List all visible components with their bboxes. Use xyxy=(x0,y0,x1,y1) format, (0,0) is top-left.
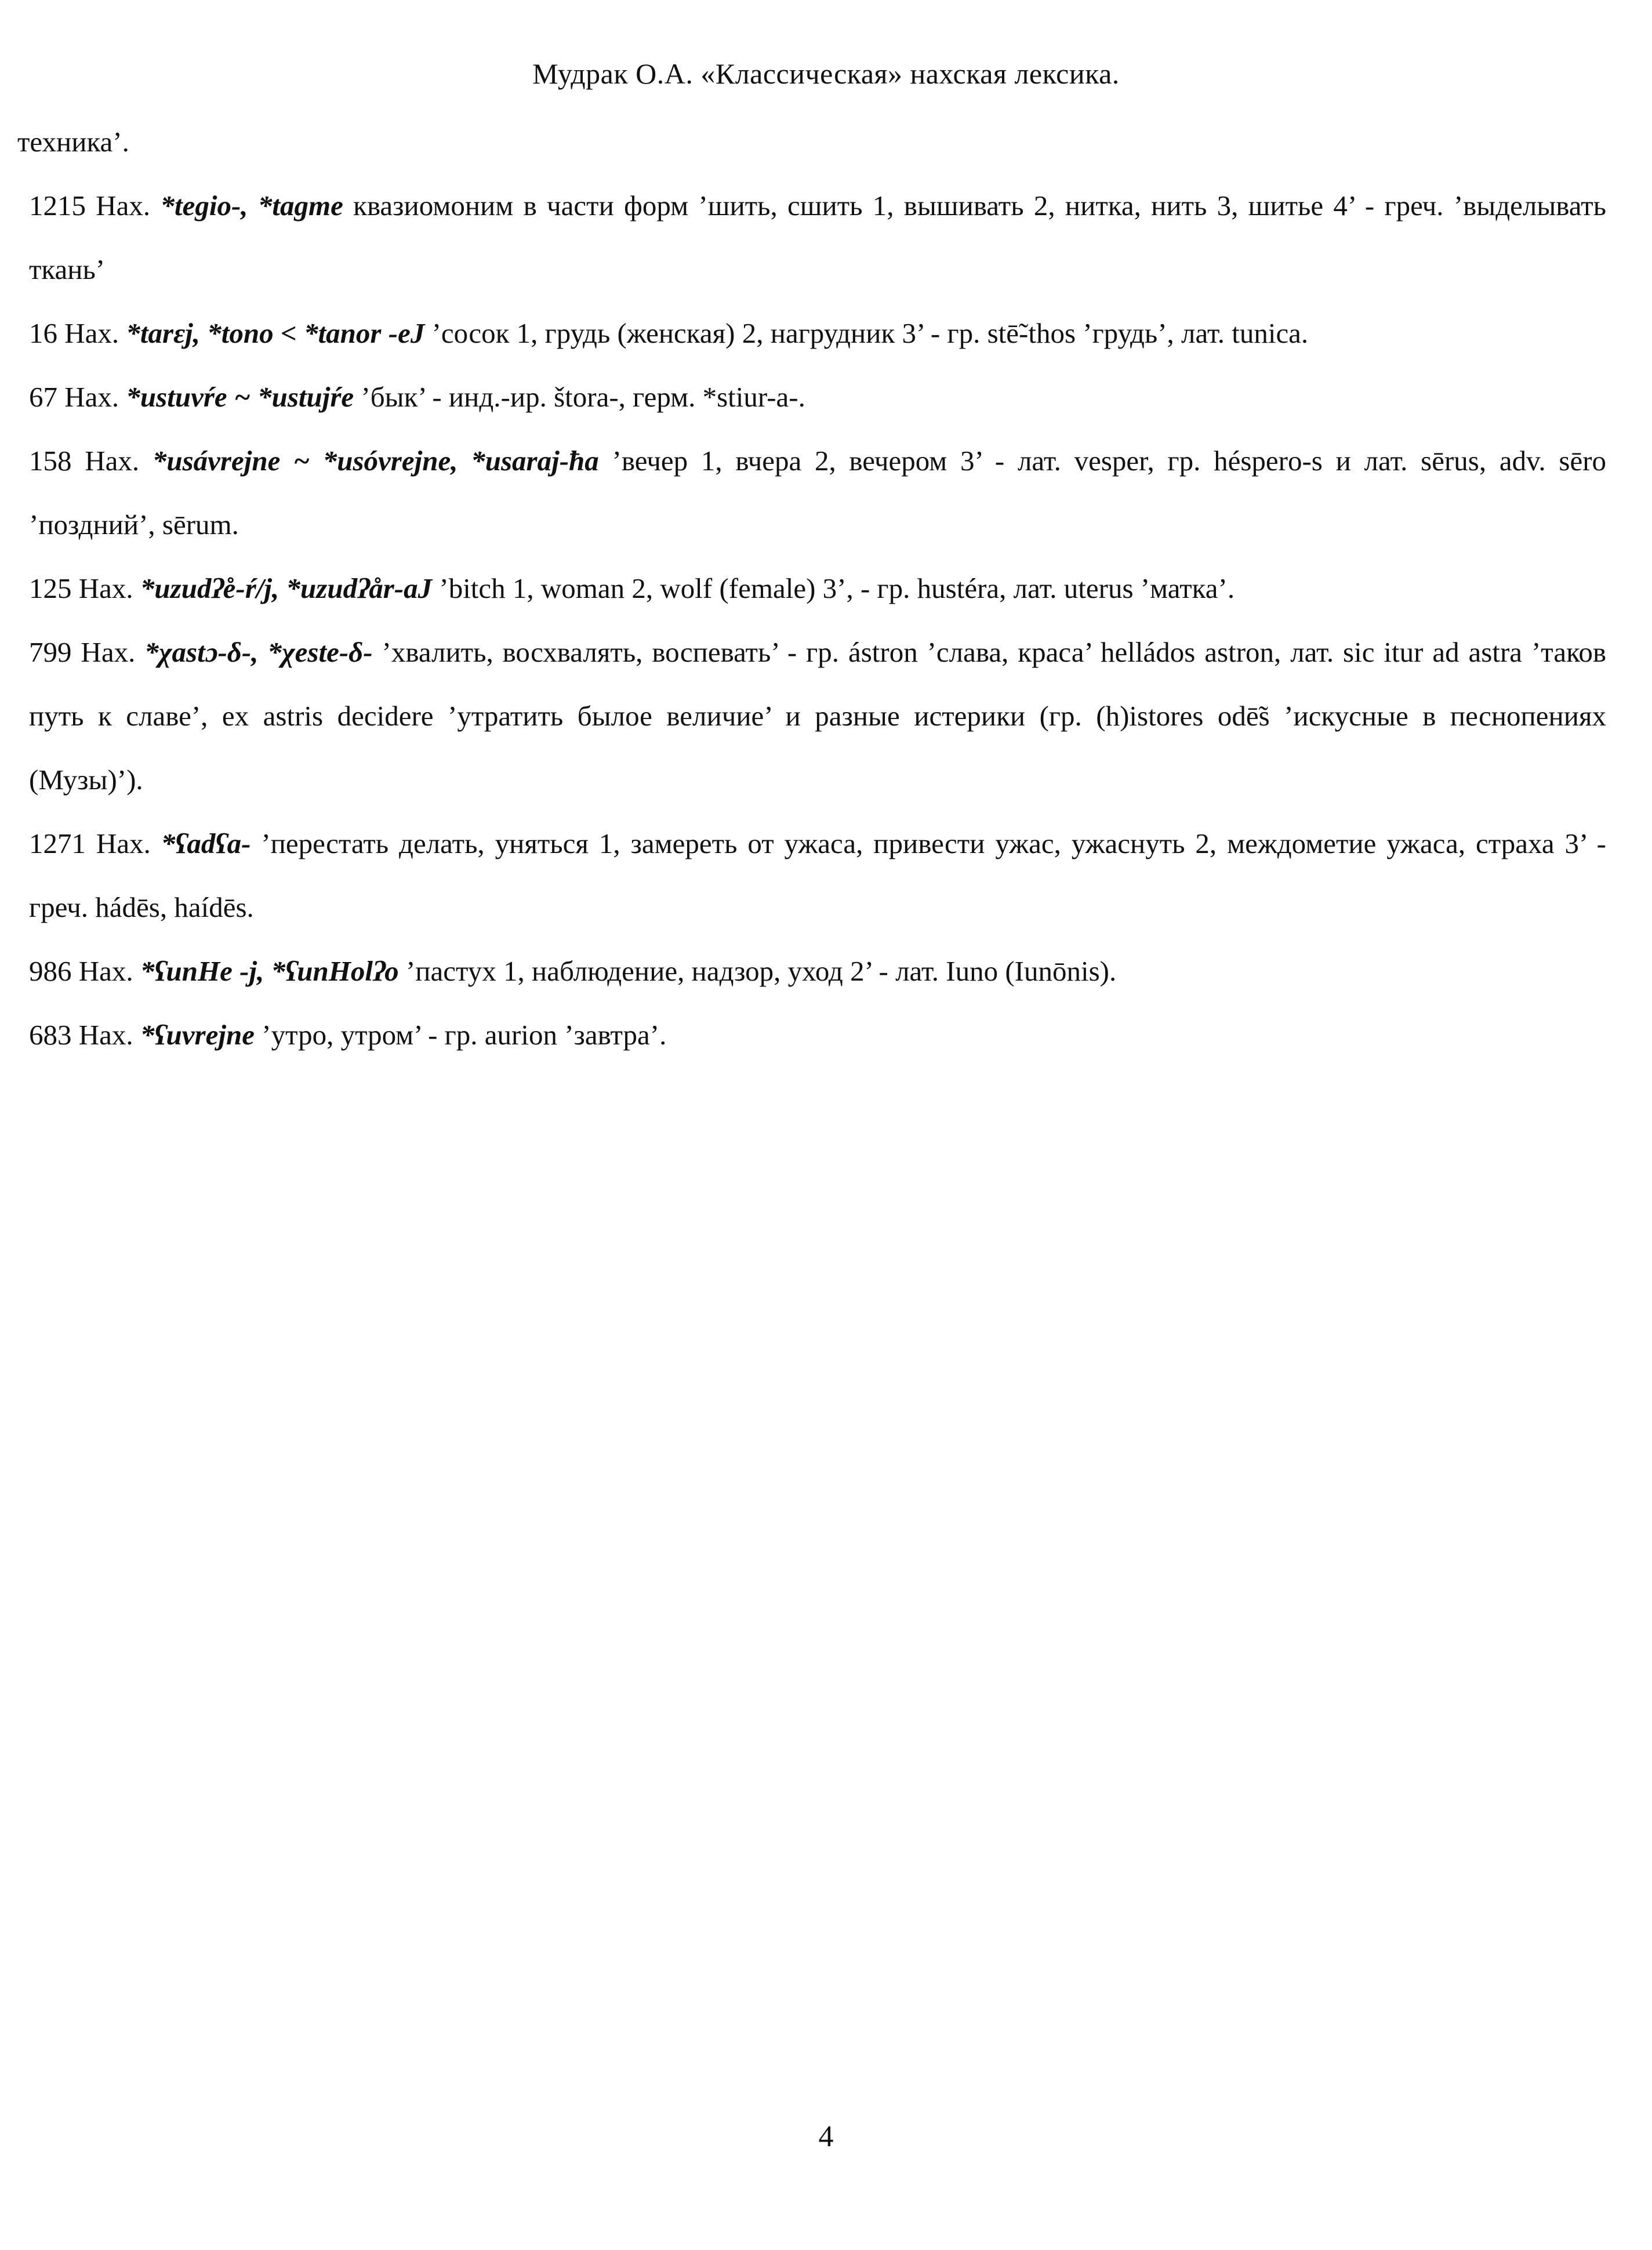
page-header xyxy=(0,57,1652,90)
header-title: Мудрак О.А. «Классическая» нахская лексика. xyxy=(532,57,1120,90)
entry-number: 1215 Нах. xyxy=(29,190,151,222)
entry-headword: *usávrejne ~ *usóvrejne, *usaraj-ħa xyxy=(152,445,599,477)
entry-gloss: ’bitch 1, woman 2, wolf (female) 3’, - гр. hustéra, лат. uterus ’матка’. xyxy=(439,572,1235,604)
entry-gloss: техника’. xyxy=(17,126,129,158)
entry-gloss: ’утро, утром’ - гр. aurion ’завтра’. xyxy=(262,1019,667,1051)
entry-67 xyxy=(17,365,1606,429)
entry-799 xyxy=(17,620,1606,812)
page-number xyxy=(0,2120,1652,2154)
entry-125 xyxy=(17,557,1606,620)
entry-headword: *ʕadʕa- xyxy=(161,828,251,859)
entry-headword: *tarεj, *tono < *tanor -eJ xyxy=(126,317,425,349)
entry-number: 683 Нах. xyxy=(29,1019,133,1051)
entry-gloss: ’перестать делать, уняться 1, замереть от ужаса, привести ужас, ужаснуть 2, междометие ужаса, страха 3’ - греч. hádēs, haídēs. xyxy=(29,828,1606,923)
entry-number: 986 Нах. xyxy=(29,955,133,987)
entry-number: 1271 Нах. xyxy=(29,828,151,859)
entry-headword: *ʕunHe -j, *ʕunHolʔo xyxy=(140,955,399,987)
entry-headword: *uzudʔe̊-ŕ/j, *uzudʔår-aJ xyxy=(140,572,433,604)
entry-16 xyxy=(17,302,1606,365)
entry-gloss: ’сосок 1, грудь (женская) 2, нагрудник 3’ - гр. stē̃-thos ’грудь’, лат. tunica. xyxy=(431,317,1309,349)
entry-continuation xyxy=(17,110,1606,174)
entry-number: 158 Нах. xyxy=(29,445,140,477)
entry-1271 xyxy=(17,812,1606,939)
entry-headword: *ustuvŕe ~ *ustujŕe xyxy=(126,381,354,413)
entry-986 xyxy=(17,939,1606,1003)
entry-158 xyxy=(17,429,1606,557)
document-body xyxy=(17,110,1606,1067)
entry-1215 xyxy=(17,174,1606,302)
entry-headword: *tegio-, *tagme xyxy=(160,190,343,222)
entry-headword: *χastɔ-δ-, *χeste-δ- xyxy=(144,636,373,668)
page-number-value: 4 xyxy=(818,2120,834,2153)
entry-number: 67 Нах. xyxy=(29,381,119,413)
entry-gloss: ’хвалить, восхвалять, воспевать’ - гр. ástron ’слава, краса’ helládos astron, лат. sic itur ad astra ’таков путь к славе’, ex astris decidere ’утратить былое величие’ и разные истерики (гр. (h)istores odē̃s ’искусные в песнопениях (Музы)’). xyxy=(29,636,1607,796)
entry-number: 125 Нах. xyxy=(29,572,133,604)
entry-683 xyxy=(17,1003,1606,1067)
entry-gloss: ’пастух 1, наблюдение, надзор, уход 2’ - лат. Iuno (Iunōnis). xyxy=(405,955,1117,987)
entry-gloss: ’вечер 1, вчера 2, вечером 3’ - лат. vesper, гр. héspero-s и лат. sērus, adv. sēro ’поздний’, sērum. xyxy=(29,445,1607,540)
entry-gloss: квазиомоним в части форм ’шить, сшить 1, вышивать 2, нитка, нить 3, шитье 4’ - греч. ’выделывать ткань’ xyxy=(29,190,1607,285)
entry-number: 799 Нах. xyxy=(29,636,136,668)
entry-number: 16 Нах. xyxy=(29,317,119,349)
entry-gloss: ’бык’ - инд.-ир. štora-, герм. *stiur-a-. xyxy=(361,381,805,413)
entry-headword: *ʕuvrejne xyxy=(140,1019,255,1051)
